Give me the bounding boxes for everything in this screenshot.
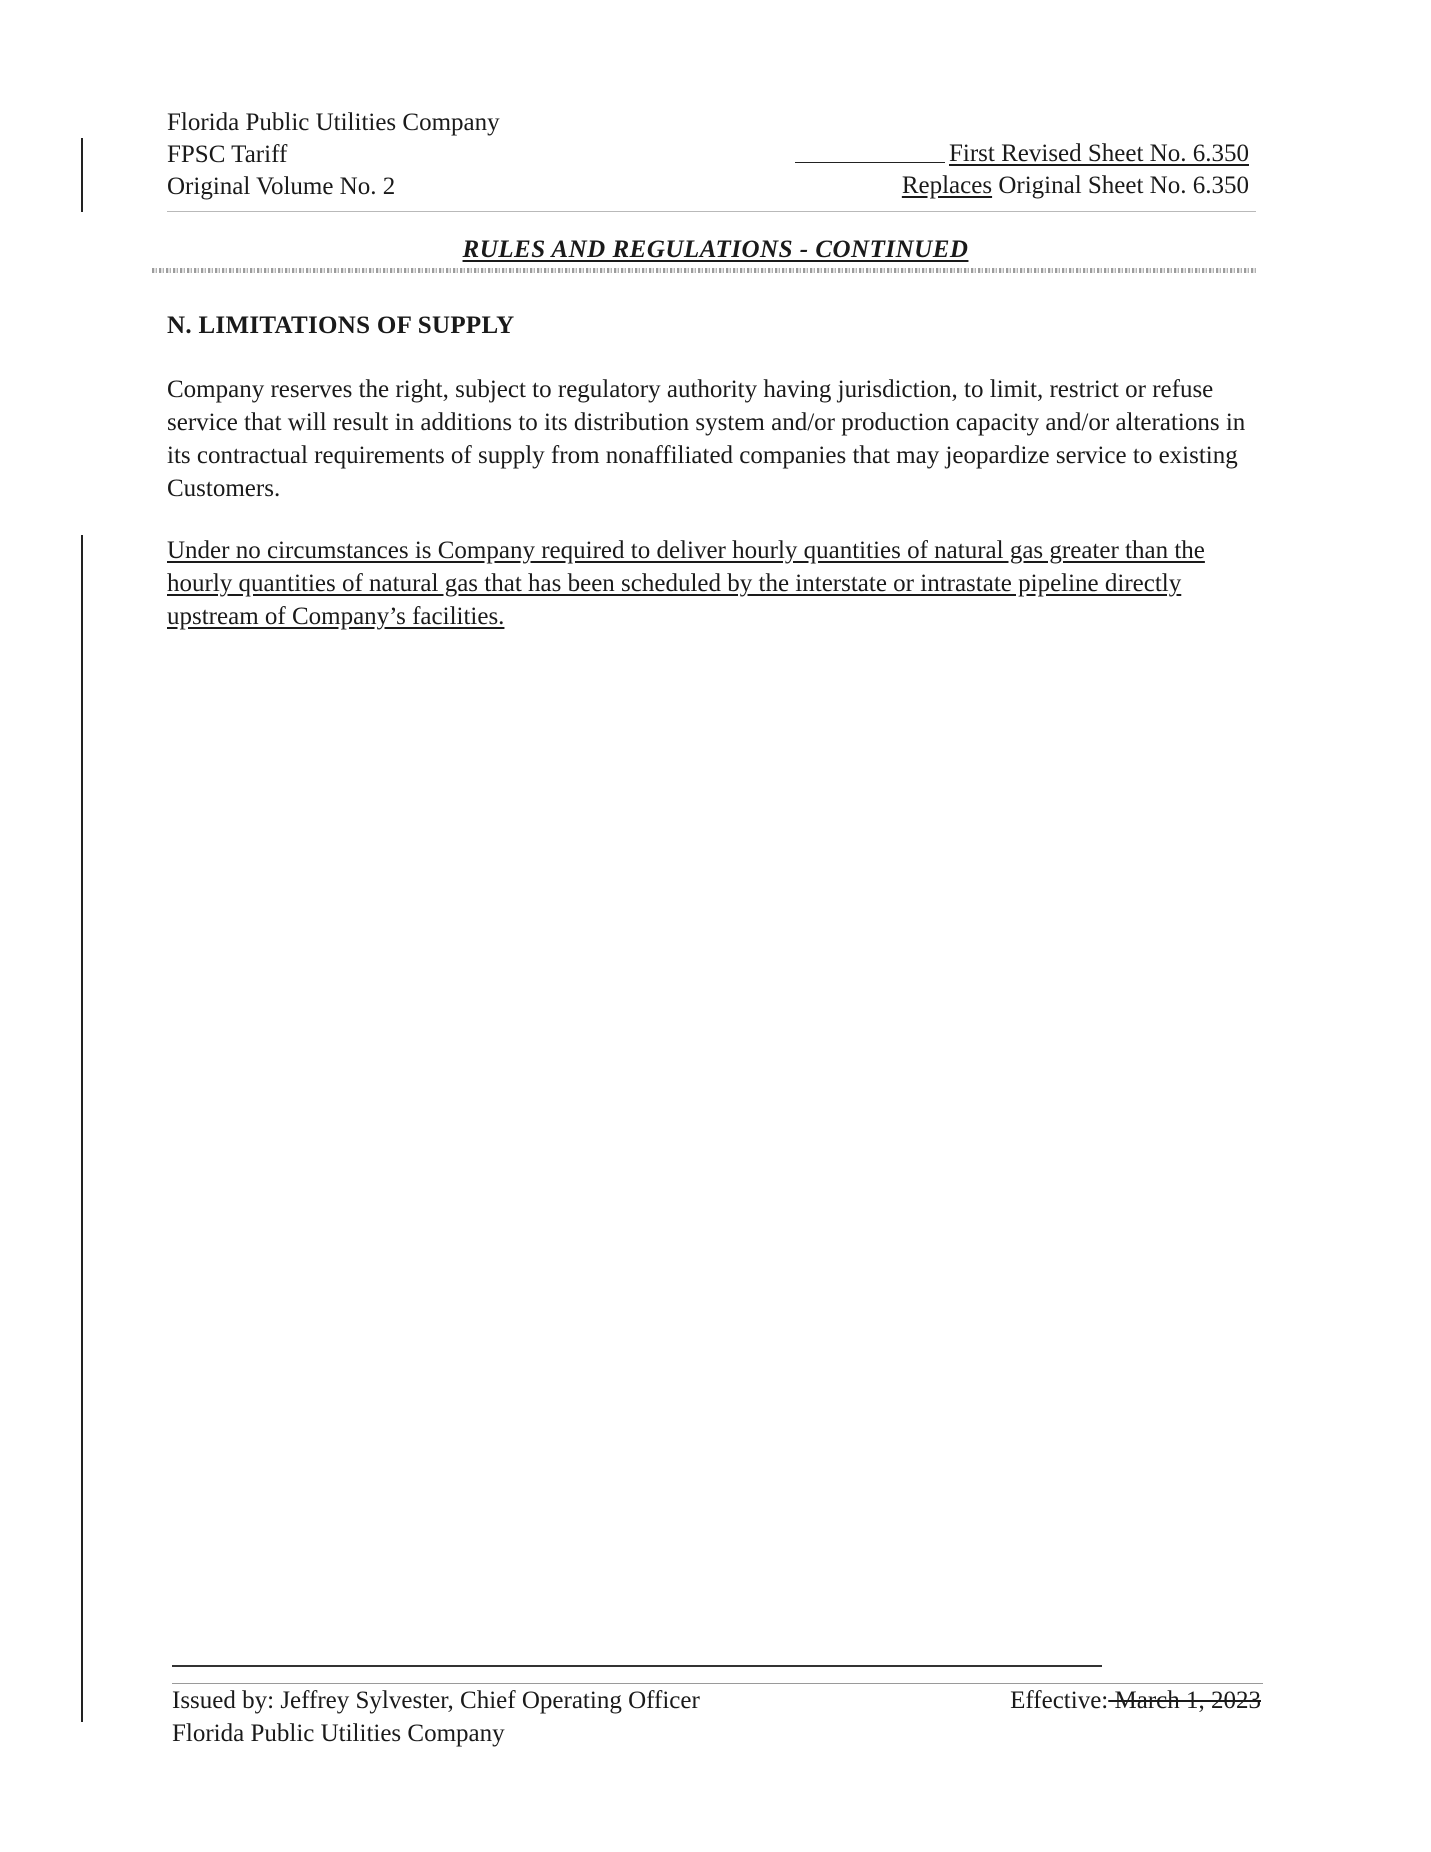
sheet-revised-line bbox=[795, 138, 1249, 170]
header-divider bbox=[167, 211, 1256, 212]
footer-left bbox=[172, 1684, 700, 1750]
footer-company: Florida Public Utilities Company bbox=[172, 1720, 505, 1747]
section-divider bbox=[152, 268, 1256, 273]
sheet-revised: First Revised Sheet No. 6.350 bbox=[949, 140, 1249, 167]
header-left bbox=[167, 107, 500, 203]
header-tariff: FPSC Tariff bbox=[167, 141, 288, 168]
paragraph-limitations: Company reserves the right, subject to regulatory authority having jurisdiction, to limit, restrict or refuse service that will result in additions to its distribution system and/or production capacity and/or alterations in its contractual requirements of supply from nonaffiliated companies that may jeopardize service to existing Customers. bbox=[167, 376, 1246, 502]
revision-bar bbox=[81, 535, 83, 1722]
replaces-line bbox=[795, 170, 1249, 202]
section-title-text: RULES AND REGULATIONS - CONTINUED bbox=[462, 236, 969, 263]
effective-date-struck: March 1, 2023 bbox=[1108, 1687, 1261, 1714]
section-title bbox=[0, 236, 1431, 264]
footer-rule bbox=[172, 1665, 1102, 1667]
footer-right bbox=[1010, 1684, 1261, 1717]
effective-label: Effective: bbox=[1010, 1687, 1109, 1714]
revision-bar bbox=[81, 138, 83, 212]
header-company: Florida Public Utilities Company bbox=[167, 109, 500, 136]
header-volume: Original Volume No. 2 bbox=[167, 173, 396, 200]
issued-by: Issued by: Jeffrey Sylvester, Chief Operating Officer bbox=[172, 1687, 700, 1714]
replaces-word: Replaces bbox=[901, 172, 993, 199]
signature-blank bbox=[795, 138, 945, 163]
header-right bbox=[795, 138, 1249, 202]
section-heading: N. LIMITATIONS OF SUPPLY bbox=[167, 312, 515, 339]
replaces-rest: Original Sheet No. 6.350 bbox=[998, 172, 1249, 199]
paragraph-hourly-quantities: Under no circumstances is Company required to deliver hourly quantities of natural gas greater than the hourly quantities of natural gas that has been scheduled by the interstate or intrastate pipeline directly upstream of Company’s facilities. bbox=[167, 537, 1205, 630]
